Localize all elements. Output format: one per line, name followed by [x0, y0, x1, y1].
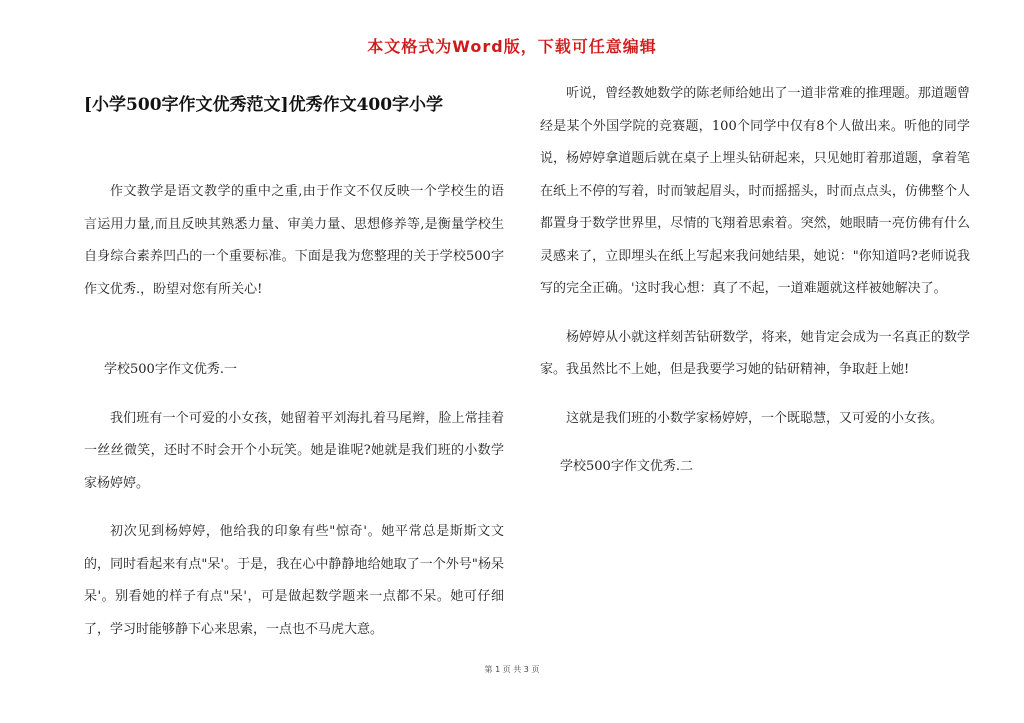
page-number-footer: 第 1 页 共 3 页	[484, 665, 540, 674]
right-text-column	[540, 78, 970, 484]
body-paragraph: 听说，曾经教她数学的陈老师给她出了一道非常难的推理题。那道题曾经是某个外国学院的竞赛题，100个同学中仅有8个人做出来。听他的同学说，杨婷婷拿道题后就在桌子上埋头钻研起来，只见她盯着那道题，拿着笔在纸上不停的写着，时而皱起眉头，时而摇摇头，时而点点头，仿佛整个人都置身于数学世界里，尽情的飞翔着思索着。突然，她眼睛一亮仿佛有什么灵感来了，立即埋头在纸上写起来我问她结果，她说："你知道吗?老师说我写的完全正确。'这时我心想：真了不起，一道难题就这样被她解决了。	[540, 86, 970, 296]
download-banner: 本文格式为Word版，下载可任意编辑	[367, 37, 657, 56]
body-paragraph: 杨婷婷从小就这样刻苦钻研数学，将来，她肯定会成为一名真正的数学家。我虽然比不上她，但是我要学习她的钻研精神，争取赶上她!	[540, 329, 970, 377]
intro-paragraph: 作文教学是语文教学的重中之重,由于作文不仅反映一个学校生的语言运用力量,而且反映其熟悉力量、审美力量、思想修养等,是衡量学校生自身综合素养凹凸的一个重要标准。下面是我为您整理的关于学校500字作文优秀.，盼望对您有所关心!	[84, 184, 504, 297]
section-heading-two: 学校500字作文优秀.二	[560, 459, 693, 474]
left-text-column	[84, 176, 504, 646]
section-heading-one: 学校500字作文优秀.一	[104, 362, 237, 377]
closing-paragraph: 这就是我们班的小数学家杨婷婷，一个既聪慧，又可爱的小女孩。	[566, 410, 944, 426]
page-title: [小学500字作文优秀范文]优秀作文400字小学	[84, 95, 444, 115]
body-paragraph: 初次见到杨婷婷，他给我的印象有些"惊奇'。她平常总是斯斯文文的，同时看起来有点"呆'。于是，我在心中静静地给她取了一个外号"杨呆呆'。别看她的样子有点"呆'，可是做起数学题来一点都不呆。她可仔细了，学习时能够静下心来思索，一点也不马虎大意。	[84, 524, 504, 637]
body-paragraph: 我们班有一个可爱的小女孩，她留着平刘海扎着马尾辫，脸上常挂着一丝丝微笑，还时不时会开个小玩笑。她是谁呢?她就是我们班的小数学家杨婷婷。	[84, 410, 504, 491]
